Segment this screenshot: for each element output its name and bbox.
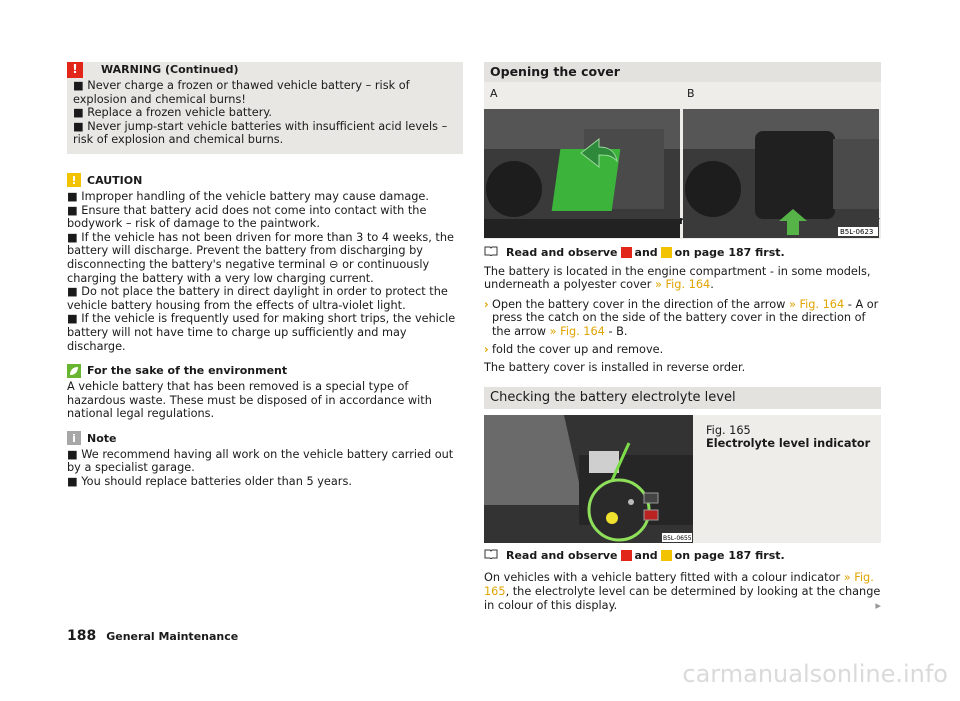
chevron-right-icon: › — [484, 297, 489, 311]
fig-link[interactable]: » Fig. 164 — [788, 297, 845, 311]
leaf-icon — [67, 364, 81, 378]
figure-label-a: A — [490, 87, 498, 100]
photo-a — [484, 109, 680, 238]
warning-item: ■ Replace a frozen vehicle battery. — [73, 106, 273, 120]
note-item: ■ We recommend having all work on the vehicle battery carried out by a specialist garage. — [67, 447, 454, 475]
caution-item: ■ Improper handling of the vehicle battery may cause damage. — [67, 189, 429, 203]
figure-code: B5L-0655 — [663, 534, 692, 542]
chapter-name: General Maintenance — [106, 630, 239, 643]
read-and-observe: Read and observe and on page 187 first. — [484, 246, 881, 260]
fig-link[interactable]: » Fig. 165 — [484, 571, 874, 598]
note-header — [67, 431, 463, 446]
right-column — [484, 62, 881, 612]
chevron-right-icon: › — [484, 342, 489, 356]
checking-text: On vehicles with a vehicle battery fitted with a colour indicator » Fig. 165, the electrolyte level can be determined by looking at the change in colour of this display. ▸ — [484, 571, 881, 612]
caution-header — [67, 173, 463, 188]
figure-165-caption — [706, 424, 870, 451]
caution-title: CAUTION — [87, 173, 143, 187]
note-title: Note — [87, 431, 117, 445]
caution-item: ■ Do not place the battery in direct daylight in order to protect the vehicle battery housing from the effects of ultra-violet light. — [67, 285, 448, 312]
step-2: › fold the cover up and remove. — [484, 342, 664, 356]
figure-164 — [484, 82, 881, 236]
environment-text: A vehicle battery that has been removed is a special type of hazardous waste. These must be disposed of in accordance with national legal regulations. — [67, 380, 432, 421]
photo-b — [683, 109, 879, 238]
page-number: 188 — [67, 628, 97, 644]
figure-label-b: B — [687, 87, 695, 100]
warning-icon: ! — [67, 62, 83, 78]
info-icon: i — [67, 431, 81, 445]
figure-165 — [484, 415, 881, 543]
caution-mini-icon — [661, 247, 672, 258]
caution-icon: ! — [67, 173, 81, 187]
warning-header — [67, 62, 463, 78]
fig-link[interactable]: » Fig. 164 — [654, 278, 711, 292]
caution-mini-icon — [661, 550, 672, 561]
intro-text: The battery is located in the engine compartment - in some models, underneath a polyester cover » Fig. 164. — [484, 264, 871, 292]
warning-item: ■ Never jump-start vehicle batteries with insufficient acid levels – risk of explosion and chemical burns. — [73, 119, 448, 147]
photo-165 — [484, 415, 693, 543]
warning-item: ■ Never charge a frozen or thawed vehicle battery – risk of explosion and chemical burns! — [73, 79, 410, 106]
warning-mini-icon — [621, 247, 632, 258]
warning-title: WARNING (Continued) — [101, 63, 239, 77]
continue-icon: ▸ — [875, 598, 881, 612]
page-footer — [67, 630, 238, 644]
fig-link[interactable]: » Fig. 164 — [549, 324, 605, 338]
caution-item: ■ If the vehicle is frequently used for making short trips, the vehicle battery will not have time to charge up sufficiently and may discharge. — [67, 312, 456, 353]
section-title-opening: Opening the cover — [484, 62, 881, 82]
book-icon — [484, 549, 498, 563]
environment-header — [67, 363, 463, 378]
left-column — [67, 62, 463, 489]
outro-text: The battery cover is installed in reverse order. — [484, 361, 746, 375]
warning-body — [67, 78, 463, 154]
book-icon — [484, 246, 498, 260]
watermark: carmanualsonline.info — [682, 660, 948, 688]
note-item: ■ You should replace batteries older than 5 years. — [67, 475, 352, 489]
section-title-checking: Checking the battery electrolyte level — [484, 387, 881, 409]
figure-number: Fig. 165 — [706, 423, 751, 437]
step-1: › Open the battery cover in the direction of the arrow » Fig. 164 - A or press the catch on the side of the battery cover in the direction of the arrow » Fig. 164 - B. — [484, 297, 879, 338]
figure-caption: Electrolyte level indicator — [706, 437, 871, 451]
caution-item: ■ If the vehicle has not been driven for more than 3 to 4 weeks, the battery will discharge. Prevent the battery from discharging by disconnecting the battery's negative terminal ⊖ or continuously charging the battery with a very low charging current. — [67, 230, 454, 285]
caution-item: ■ Ensure that battery acid does not come into contact with the bodywork – risk of damage to the paintwork. — [67, 203, 427, 231]
read-and-observe: Read and observe and on page 187 first. — [484, 549, 881, 563]
figure-code: B5L-0623 — [840, 228, 874, 236]
warning-mini-icon — [621, 550, 632, 561]
environment-title: For the sake of the environment — [87, 363, 288, 377]
